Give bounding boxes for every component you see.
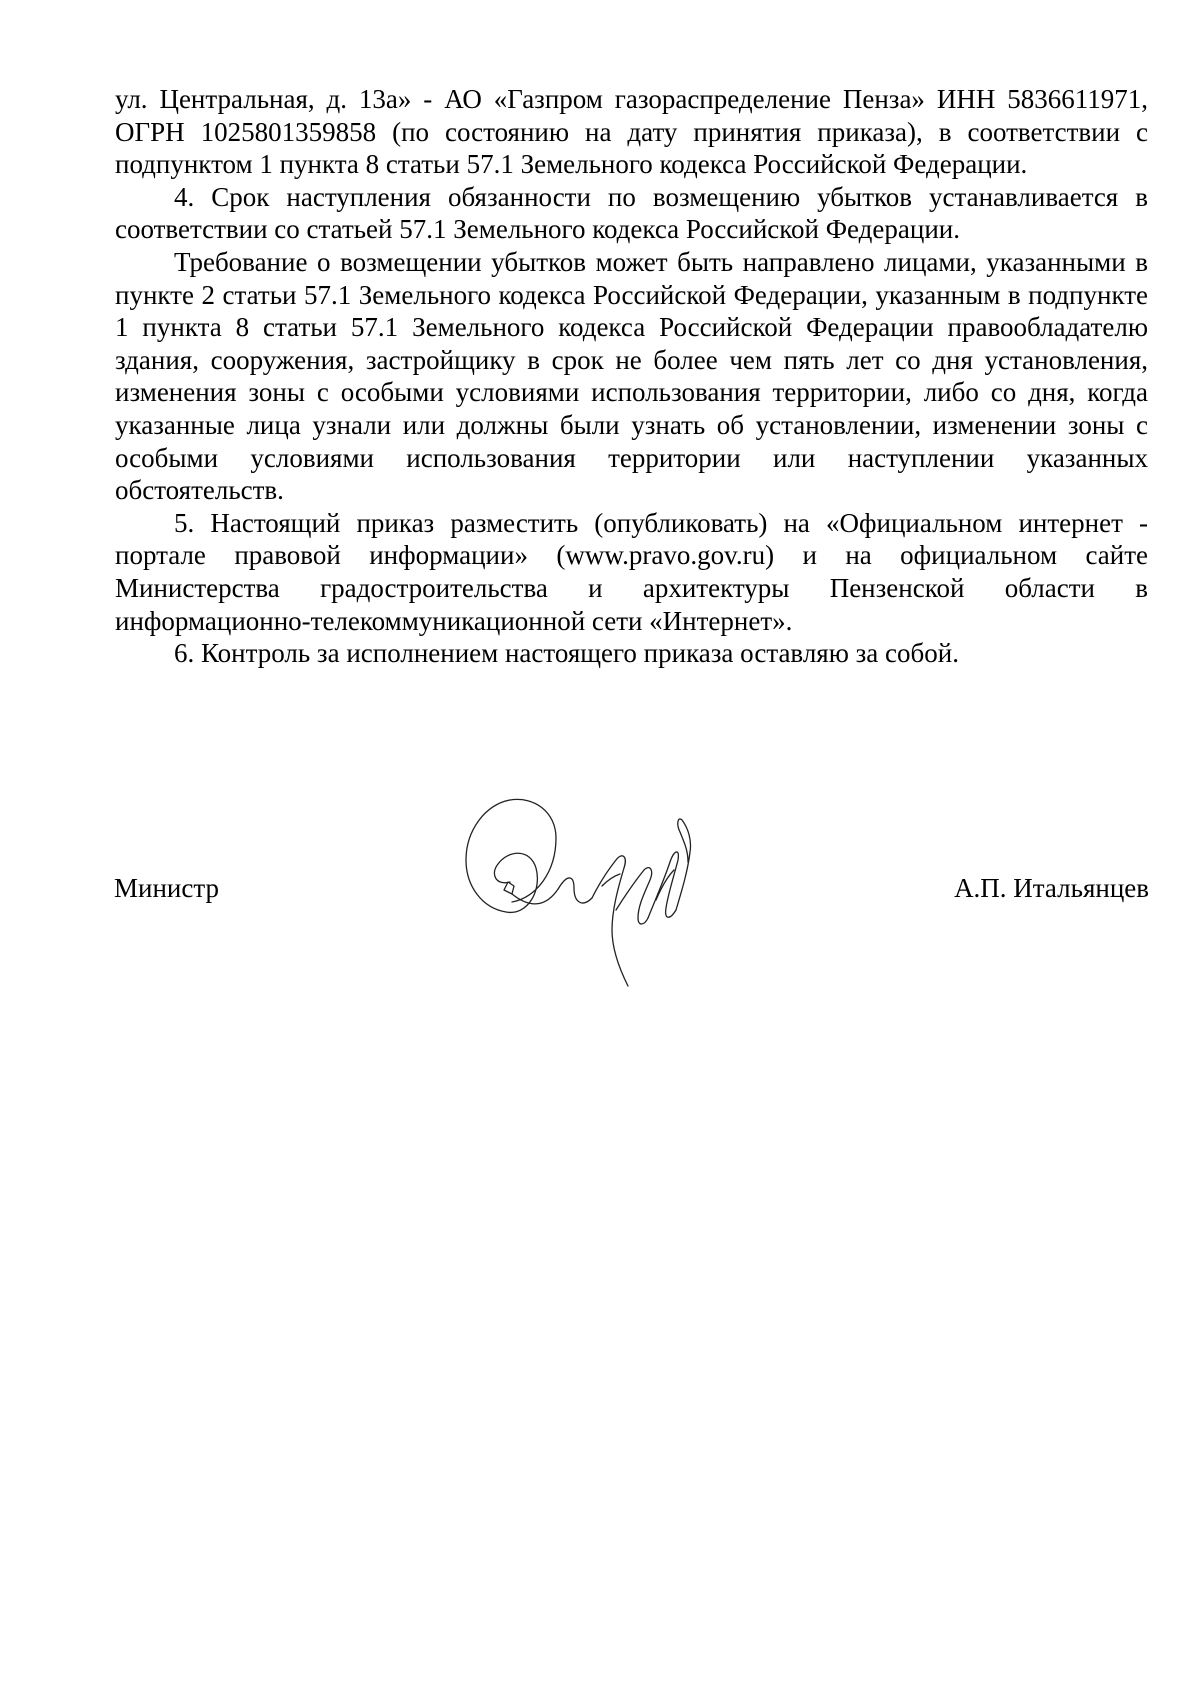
signatory-title: Министр: [114, 873, 219, 903]
handwritten-signature: [452, 790, 712, 990]
paragraph-item-4: 4. Срок наступления обязанности по возмещению убытков устанавливается в соответствии со статьей 57.1 Земельного кодекса Российской Федерации.: [115, 181, 1148, 245]
paragraph-item-5: 5. Настоящий приказ разместить (опубликовать) на «Официальном интернет - портале правовой информации» (www.pravo.gov.ru) и на официальном сайте Министерства градостроительства и архитектуры Пензенской области в информационно-телекоммуникационной сети «Интернет».: [115, 507, 1148, 636]
paragraph-continuation: ул. Центральная, д. 13а» - АО «Газпром газораспределение Пенза» ИНН 5836611971, ОГРН 1025801359858 (по состоянию на дату принятия приказа), в соответствии с подпунктом 1 пункта 8 статьи 57.1 Земельного кодекса Российской Федерации.: [115, 84, 1148, 180]
document-body: [115, 83, 1148, 670]
signatory-name: А.П. Итальянцев: [954, 873, 1149, 903]
paragraph-compensation-claim: Требование о возмещении убытков может быть направлено лицами, указанными в пункте 2 статьи 57.1 Земельного кодекса Российской Федерации, указанным в подпункте 1 пункта 8 статьи 57.1 Земельного кодекса Российской Федерации правообладателю здания, сооружения, застройщику в срок не более чем пять лет со дня установления, изменения зоны с особыми условиями использования территории, либо со дня, когда указанные лица узнали или должны были узнать об установлении, изменении зоны с особыми условиями использования территории или наступлении указанных обстоятельств.: [115, 246, 1148, 506]
paragraph-item-6: 6. Контроль за исполнением настоящего приказа оставляю за собой.: [174, 638, 959, 669]
